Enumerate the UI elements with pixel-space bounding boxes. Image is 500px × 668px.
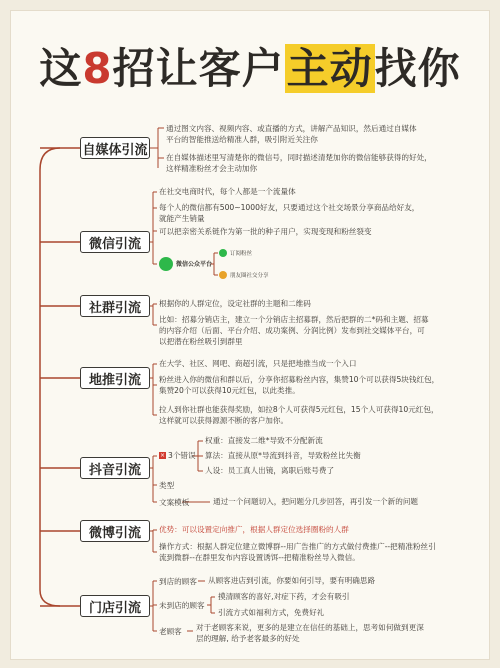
- ground-text-2: 粉丝进入你的微信和群以后，分享你招募粉丝内容，集赞10个可以获得5块钱红包，: [159, 375, 440, 384]
- category-weibo: 微博引流: [80, 520, 150, 542]
- title-part-2: 招让客户: [112, 44, 285, 93]
- self-media-text-3: 在自媒体描述里写清楚你的微信号，同时描述清楚加你的微信能够获得的好处，: [166, 153, 432, 162]
- ground-text-4: 拉人到你社群也能获得奖励，如拉8个人可获得5元红包，15个人可获得10元红包，: [159, 405, 439, 414]
- title-part-1: 这: [39, 44, 83, 93]
- community-text-1: 根据你的人群定位，设定社群的主题和二维码: [159, 299, 311, 308]
- title-part-3: 找你: [374, 44, 461, 93]
- trunk-line: [40, 148, 60, 606]
- weibo-advantage: 优势：可以设置定向推广，根据人群定位选择圈粉的人群: [159, 525, 349, 534]
- weibo-method-2: 流到微群--在群里发布内容设置诱饵--把精准粉丝导入微信。: [159, 553, 360, 562]
- store-old-label: 老顾客: [159, 627, 182, 636]
- ground-text-5: 这样就可以获得源源不断的客户加你。: [159, 416, 289, 425]
- wechat-text-4: 可以把亲密关系链作为第一批的种子用户，实现变现和粉丝裂变: [159, 227, 372, 236]
- self-media-text-4: 这样精准粉丝才会主动加你: [166, 164, 258, 173]
- douyin-error-3: 人设：员工真人出镜，离职后账号费了: [205, 466, 335, 475]
- ground-text-3: 集赞20个可以获得10元红包，以此类推。: [159, 386, 300, 395]
- category-ground-push: 地推引流: [80, 367, 150, 389]
- store-not-arrived-text-2: 引流方式如福利方式，免费好礼: [218, 608, 325, 617]
- store-old-text-2: 层的理解, 给予老客最多的好处: [196, 634, 300, 643]
- store-arrived-text: 从顾客进店到引流，你要如何引导，要有明确思路: [208, 576, 376, 585]
- subscribe-icon: [219, 249, 227, 257]
- douyin-error-1: 权重：直接发二维*导致不分配新流: [205, 436, 323, 445]
- moments-label: 朋友圈社交分享: [230, 273, 269, 279]
- community-text-3: 的内容介绍（后面、平台介绍、成功案例、分润比例）发布到社交媒体平台，可: [159, 326, 425, 335]
- error-x-icon: ×: [159, 452, 166, 459]
- wechat-text-3: 就能产生销量: [159, 214, 205, 223]
- douyin-errors-label: 3个错误: [168, 451, 196, 460]
- douyin-type-label: 类型: [159, 481, 175, 490]
- category-self-media: 自媒体引流: [80, 137, 150, 159]
- community-text-4: 以把潜在粉丝吸引到群里: [159, 337, 243, 346]
- category-wechat: 微信引流: [80, 231, 150, 253]
- store-arrived-label: 到店的顾客: [159, 577, 197, 586]
- title-number: 8: [82, 44, 113, 93]
- douyin-template-text: 通过一个问题切入，把问题分几步回答，再引发一个新的问题: [213, 497, 419, 506]
- category-douyin: 抖音引流: [80, 457, 150, 479]
- store-old-text-1: 对于老顾客来说，更多的是建立在信任的基础上，思考如何做到更深: [196, 623, 424, 632]
- wechat-text-1: 在社交电商时代，每个人都是一个流量体: [159, 187, 296, 196]
- wechat-text-2: 每个人的微信都有500~1000好友，只要通过这个社交场景分享商品给好友，: [159, 203, 420, 212]
- ground-text-1: 在大学、社区、网吧、商超引流，只是把地推当成一个入口: [159, 359, 357, 368]
- subscribe-label: 订阅粉丝: [230, 251, 253, 257]
- title-highlight: 主动: [286, 44, 373, 93]
- wechat-platform-label: 微信公众平台: [176, 261, 213, 268]
- self-media-text-1: 通过图文内容、视频内容、或直播的方式，讲解产品知识，然后通过自媒体: [166, 124, 417, 133]
- category-store: 门店引流: [80, 595, 150, 617]
- moments-icon: [219, 271, 227, 279]
- store-not-arrived-label: 未到店的顾客: [159, 601, 205, 610]
- wechat-logo-icon: [159, 257, 173, 271]
- douyin-template-label: 文案模板: [159, 498, 190, 507]
- douyin-error-2: 算法：直接从原*导流到抖音，导致粉丝比失衡: [205, 451, 361, 460]
- self-media-text-2: 平台的智能推送给精准人群，吸引附近关注你: [166, 135, 318, 144]
- community-text-2: 比如：招募分销店主，建立一个分销店主招募群，然后把群的二*码和主题、招募: [159, 315, 429, 324]
- category-community: 社群引流: [80, 295, 150, 317]
- weibo-method-1: 操作方式：根据人群定位建立微博群--用广告推广的方式做付费推广--把精准粉丝引: [159, 542, 436, 551]
- store-not-arrived-text-1: 摸清顾客的喜好,对症下药，才会有吸引: [218, 592, 350, 601]
